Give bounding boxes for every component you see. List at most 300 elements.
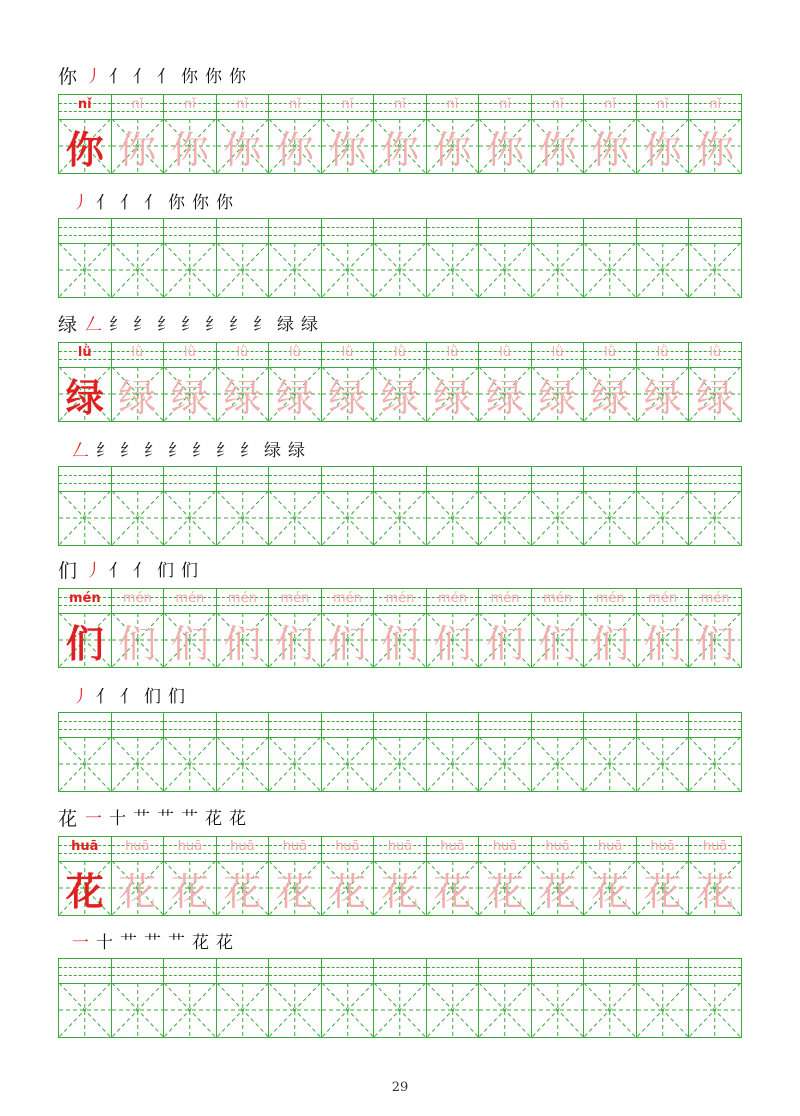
guide-lines [374, 737, 426, 791]
pinyin-box [584, 837, 636, 862]
tianzige-box [584, 243, 636, 297]
trace-cell [374, 837, 427, 915]
pinyin-box [427, 589, 479, 614]
stroke-step: 绿 [301, 315, 319, 335]
tianzige-box [374, 613, 426, 667]
pinyin-box [479, 343, 531, 368]
trace-character: 绿 [696, 375, 735, 420]
stroke-order-line [72, 188, 240, 214]
stroke-step: 亻 [157, 67, 175, 87]
pinyin-text: lǜ [131, 345, 144, 360]
trace-cell [689, 343, 741, 421]
tianzige-box [532, 119, 584, 173]
trace-cell [479, 837, 532, 915]
trace-cell [584, 343, 637, 421]
guide-lines [164, 491, 216, 545]
pinyin-text: huā [335, 839, 360, 854]
blank-practice-cell [584, 219, 637, 297]
trace-character: 绿 [380, 375, 419, 420]
stroke-step: 𠃋 [85, 315, 103, 335]
stroke-step: 亻 [120, 193, 137, 213]
pinyin-box [374, 343, 426, 368]
tianzige-box [689, 737, 741, 791]
stroke-step: 𠃋 [72, 441, 89, 461]
pinyin-box [59, 959, 111, 984]
tianzige-box [374, 861, 426, 915]
pinyin-box [374, 589, 426, 614]
tianzige-box [112, 861, 164, 915]
trace-cell [112, 589, 165, 667]
stroke-step: 艹 [168, 933, 185, 953]
model-cell [59, 343, 112, 421]
stroke-step: 花 [192, 933, 209, 953]
model-character: 花 [65, 868, 104, 914]
pinyin-box [374, 219, 426, 244]
pinyin-box [689, 343, 741, 368]
tianzige-box [217, 119, 269, 173]
trace-character: 绿 [538, 375, 577, 420]
trace-character: 你 [591, 127, 630, 172]
trace-character: 们 [328, 621, 367, 666]
stroke-step: 艹 [181, 809, 199, 829]
pinyin-box [217, 95, 269, 120]
stroke-order-head-char: 绿 [58, 314, 78, 336]
trace-character: 绿 [223, 375, 262, 420]
trace-cell [637, 837, 690, 915]
tianzige-box [637, 119, 689, 173]
pinyin-box [427, 959, 479, 984]
trace-cell [112, 95, 165, 173]
tianzige-box [269, 243, 321, 297]
stroke-step: 纟 [253, 315, 271, 335]
guide-lines [584, 737, 636, 791]
guide-lines [479, 491, 531, 545]
stroke-step: 们 [168, 687, 185, 707]
pinyin-box [112, 837, 164, 862]
trace-character: 绿 [486, 375, 525, 420]
pinyin-text: huā [650, 839, 675, 854]
blank-practice-cell [637, 219, 690, 297]
trace-character: 你 [486, 127, 525, 172]
tianzige-box [532, 737, 584, 791]
pinyin-text: huā [387, 839, 413, 854]
tianzige-box [374, 491, 426, 545]
model-cell [59, 95, 112, 173]
pinyin-box [217, 713, 269, 738]
pinyin-text: lǜ [604, 345, 616, 360]
stroke-step: 你 [229, 67, 247, 87]
trace-character: 绿 [275, 375, 314, 420]
tianzige-box [374, 243, 426, 297]
stroke-step: 亻 [144, 193, 161, 213]
tianzige-box [427, 983, 479, 1037]
practice-row-blank [58, 218, 742, 298]
blank-practice-cell [637, 959, 690, 1037]
tianzige-box [112, 119, 164, 173]
tianzige-box [584, 737, 636, 791]
guide-lines [59, 243, 111, 297]
blank-practice-cell [269, 467, 322, 545]
pinyin-text: nǐ [394, 97, 406, 112]
tianzige-box [59, 491, 111, 545]
pinyin-text: lǜ [709, 345, 722, 360]
guide-lines [269, 243, 321, 297]
stroke-step: 艹 [157, 809, 175, 829]
pinyin-text: mén [543, 591, 572, 606]
trace-cell [269, 837, 322, 915]
pinyin-text: nǐ [656, 97, 669, 112]
pinyin-box [269, 467, 321, 492]
pinyin-box [322, 467, 374, 492]
stroke-order-line [72, 928, 240, 954]
pinyin-text: mén [595, 591, 625, 606]
trace-character: 你 [380, 127, 419, 172]
stroke-step: 纟 [216, 441, 233, 461]
trace-character: 你 [328, 127, 367, 172]
guide-lines [322, 983, 374, 1037]
pinyin-box [322, 837, 374, 862]
tianzige-box [689, 613, 741, 667]
tianzige-box [479, 119, 531, 173]
tianzige-box [584, 613, 636, 667]
pinyin-text: nǐ [131, 97, 144, 112]
pinyin-text: mén [385, 591, 415, 606]
blank-practice-cell [532, 219, 585, 297]
tianzige-box [584, 861, 636, 915]
pinyin-box [532, 589, 584, 614]
pinyin-box [689, 467, 741, 492]
pinyin-text: nǐ [77, 97, 92, 112]
pinyin-text: huā [702, 839, 728, 854]
trace-cell [217, 589, 270, 667]
stroke-order-head-char: 你 [58, 66, 78, 88]
trace-cell [164, 95, 217, 173]
tianzige-box [322, 243, 374, 297]
stroke-step: 亻 [133, 561, 151, 581]
pinyin-box [269, 219, 321, 244]
pinyin-box [584, 959, 636, 984]
stroke-step: 你 [205, 67, 223, 87]
blank-practice-cell [112, 219, 165, 297]
tianzige-box [584, 491, 636, 545]
trace-character: 们 [118, 621, 157, 666]
pinyin-text: huā [71, 839, 99, 854]
pinyin-box [479, 837, 531, 862]
pinyin-text: mén [175, 591, 205, 606]
stroke-step: 亻 [96, 687, 113, 707]
trace-character: 你 [433, 127, 472, 172]
pinyin-box [637, 959, 689, 984]
tianzige-box [689, 861, 741, 915]
guide-lines [427, 983, 479, 1037]
stroke-step: 你 [181, 67, 199, 87]
guide-lines [269, 737, 321, 791]
blank-practice-cell [112, 467, 165, 545]
trace-character: 绿 [328, 375, 367, 420]
stroke-step: 丿 [72, 193, 89, 213]
pinyin-box [532, 713, 584, 738]
blank-practice-cell [637, 713, 690, 791]
blank-practice-cell [532, 467, 585, 545]
tianzige-box [164, 737, 216, 791]
trace-character: 你 [118, 127, 157, 172]
pinyin-box [59, 219, 111, 244]
blank-practice-cell [217, 467, 270, 545]
stroke-step: 亻 [109, 67, 127, 87]
practice-row-blank [58, 712, 742, 792]
page-number: 29 [391, 1080, 409, 1095]
tianzige-box [479, 491, 531, 545]
pinyin-text: lǜ [551, 345, 564, 360]
blank-practice-cell [689, 467, 741, 545]
guide-lines [322, 737, 374, 791]
trace-cell [689, 837, 741, 915]
blank-practice-cell [164, 467, 217, 545]
pinyin-text: lǜ [341, 345, 354, 360]
tianzige-box [427, 737, 479, 791]
blank-practice-cell [269, 713, 322, 791]
guide-lines [637, 243, 689, 297]
trace-cell [427, 95, 480, 173]
stroke-step: 艹 [133, 809, 151, 829]
pinyin-text: mén [490, 591, 520, 606]
trace-character: 绿 [170, 375, 209, 420]
blank-practice-cell [217, 219, 270, 297]
guide-lines [112, 737, 164, 791]
trace-cell [532, 95, 585, 173]
stroke-step: 纟 [120, 441, 137, 461]
stroke-step: 丿 [85, 67, 103, 87]
pinyin-box [479, 959, 531, 984]
pinyin-box [479, 589, 531, 614]
guide-lines [164, 983, 216, 1037]
tianzige-box [164, 119, 216, 173]
guide-lines [689, 243, 741, 297]
stroke-order-line [58, 556, 205, 582]
trace-cell [532, 343, 585, 421]
trace-character: 们 [538, 621, 577, 666]
guide-lines [112, 243, 164, 297]
stroke-step: 你 [168, 193, 185, 213]
trace-cell [322, 837, 375, 915]
stroke-step: 纟 [192, 441, 209, 461]
pinyin-text: huā [492, 839, 518, 854]
trace-cell [112, 837, 165, 915]
pinyin-box [322, 95, 374, 120]
trace-character: 们 [591, 621, 630, 666]
pinyin-text: huā [125, 839, 150, 854]
blank-practice-cell [427, 467, 480, 545]
tianzige-box [217, 861, 269, 915]
trace-cell [427, 589, 480, 667]
stroke-step: 亻 [109, 561, 127, 581]
stroke-step: 们 [181, 561, 199, 581]
pinyin-box [322, 343, 374, 368]
pinyin-box [584, 713, 636, 738]
guide-lines [479, 737, 531, 791]
stroke-step: 们 [157, 561, 175, 581]
pinyin-box [59, 343, 111, 368]
pinyin-text: mén [68, 591, 101, 606]
blank-practice-cell [479, 959, 532, 1037]
tianzige-box [479, 613, 531, 667]
tianzige-box [637, 243, 689, 297]
tianzige-box [217, 737, 269, 791]
pinyin-text: mén [332, 591, 362, 606]
pinyin-text: nǐ [236, 97, 249, 112]
trace-character: 你 [275, 127, 314, 172]
tianzige-box [322, 737, 374, 791]
pinyin-text: mén [700, 591, 730, 606]
trace-cell [689, 95, 741, 173]
pinyin-box [427, 219, 479, 244]
pinyin-box [269, 343, 321, 368]
guide-lines [637, 491, 689, 545]
pinyin-box [112, 713, 164, 738]
trace-character: 花 [643, 869, 682, 914]
guide-lines [217, 983, 269, 1037]
tianzige-box [689, 983, 741, 1037]
trace-cell [322, 95, 375, 173]
pinyin-text: mén [227, 591, 257, 606]
pinyin-box [479, 713, 531, 738]
pinyin-box [427, 837, 479, 862]
pinyin-box [269, 713, 321, 738]
trace-cell [479, 343, 532, 421]
pinyin-box [322, 959, 374, 984]
trace-character: 你 [538, 127, 577, 172]
trace-character: 你 [170, 127, 209, 172]
tianzige-box [112, 491, 164, 545]
trace-cell [374, 589, 427, 667]
pinyin-text: nǐ [183, 97, 196, 112]
trace-cell [164, 589, 217, 667]
pinyin-box [217, 589, 269, 614]
practice-row-pinyin [58, 94, 742, 174]
pinyin-text: mén [122, 591, 152, 606]
guide-lines [427, 491, 479, 545]
trace-character: 花 [486, 869, 525, 914]
stroke-order-line [72, 436, 312, 462]
stroke-step: 纟 [240, 441, 257, 461]
trace-character: 绿 [591, 375, 630, 420]
pinyin-box [689, 219, 741, 244]
tianzige-box [269, 367, 321, 421]
tianzige-box [217, 491, 269, 545]
trace-cell [217, 95, 270, 173]
trace-cell [269, 343, 322, 421]
pinyin-box [59, 467, 111, 492]
pinyin-text: mén [648, 591, 678, 606]
practice-row-pinyin [58, 836, 742, 916]
blank-practice-cell [584, 959, 637, 1037]
stroke-step: 纟 [181, 315, 199, 335]
tianzige-box [427, 367, 479, 421]
trace-character: 花 [591, 869, 630, 914]
tianzige-box [427, 119, 479, 173]
pinyin-box [112, 467, 164, 492]
stroke-order-line [58, 62, 253, 88]
pinyin-box [217, 959, 269, 984]
blank-practice-cell [269, 219, 322, 297]
stroke-step: 丿 [85, 561, 103, 581]
tianzige-box [532, 983, 584, 1037]
stroke-step: 亻 [120, 687, 137, 707]
pinyin-box [637, 467, 689, 492]
practice-row-pinyin [58, 588, 742, 668]
pinyin-box [217, 837, 269, 862]
trace-character: 花 [696, 869, 735, 914]
tianzige-box [112, 737, 164, 791]
trace-cell [322, 589, 375, 667]
practice-row-blank [58, 958, 742, 1038]
tianzige-box [637, 367, 689, 421]
tianzige-box [689, 243, 741, 297]
guide-lines [59, 737, 111, 791]
tianzige-box [217, 367, 269, 421]
guide-lines [269, 983, 321, 1037]
trace-cell [374, 95, 427, 173]
model-character: 们 [65, 620, 104, 666]
tianzige-box [479, 367, 531, 421]
trace-character: 花 [328, 869, 367, 914]
pinyin-box [269, 95, 321, 120]
tianzige-box [374, 737, 426, 791]
stroke-step: 你 [216, 193, 233, 213]
tianzige-box [427, 613, 479, 667]
stroke-step: 纟 [133, 315, 151, 335]
stroke-order-line [58, 804, 253, 830]
stroke-order-line [72, 682, 192, 708]
guide-lines [584, 983, 636, 1037]
trace-cell [322, 343, 375, 421]
pinyin-box [374, 467, 426, 492]
blank-practice-cell [59, 219, 112, 297]
blank-practice-cell [479, 219, 532, 297]
pinyin-box [637, 343, 689, 368]
trace-character: 们 [433, 621, 472, 666]
pinyin-text: mén [438, 591, 467, 606]
guide-lines [479, 243, 531, 297]
pinyin-text: nǐ [341, 97, 354, 112]
stroke-step: 纟 [144, 441, 161, 461]
pinyin-box [217, 219, 269, 244]
trace-cell [269, 589, 322, 667]
stroke-order-line [58, 310, 325, 336]
tianzige-box [164, 861, 216, 915]
stroke-step: 绿 [277, 315, 295, 335]
pinyin-box [59, 713, 111, 738]
stroke-step: 一 [72, 933, 89, 953]
trace-character: 你 [643, 127, 682, 172]
tianzige-box [427, 243, 479, 297]
tianzige-box [322, 491, 374, 545]
tianzige-box [112, 243, 164, 297]
pinyin-box [427, 713, 479, 738]
blank-practice-cell [217, 959, 270, 1037]
pinyin-text: huā [177, 839, 203, 854]
trace-character: 花 [433, 869, 472, 914]
stroke-step: 纟 [96, 441, 113, 461]
pinyin-box [689, 589, 741, 614]
blank-practice-cell [322, 713, 375, 791]
stroke-step: 绿 [288, 441, 305, 461]
stroke-step: 亻 [133, 67, 151, 87]
tianzige-box [322, 861, 374, 915]
blank-practice-cell [374, 219, 427, 297]
pinyin-text: huā [230, 839, 255, 854]
guide-lines [479, 983, 531, 1037]
